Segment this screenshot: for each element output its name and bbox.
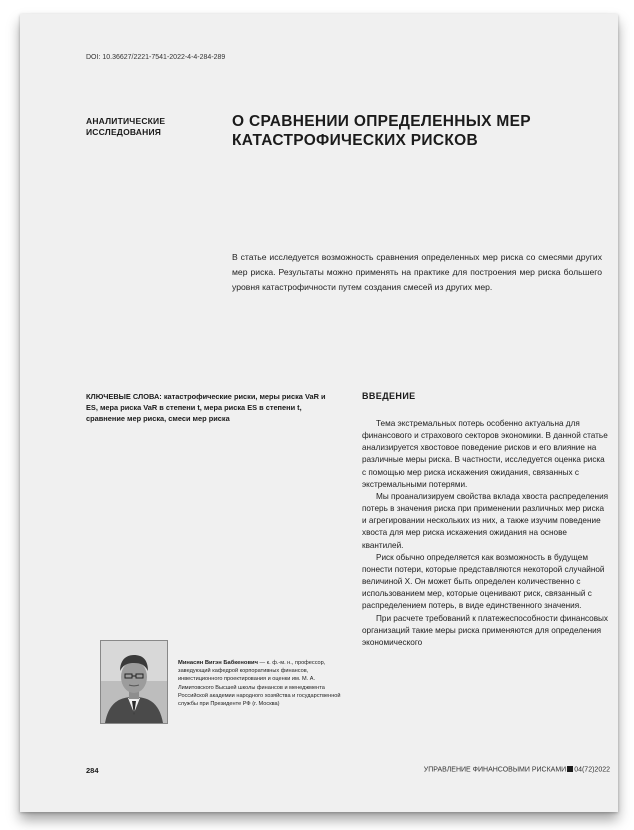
paragraph: Риск обычно определяется как возможность в будущем понести потери, которые представляются некоторой случайной величиной X. Он может быть определен количественно с использованием мер, которые оценивают риск, связанный с распределением потерь, в виде единственного значения. xyxy=(362,552,605,611)
article-title-line-1: О СРАВНЕНИИ ОПРЕДЕЛЕННЫХ МЕР xyxy=(232,113,531,130)
journal-page xyxy=(20,14,618,812)
journal-issue: 04(72)2022 xyxy=(574,766,610,774)
author-info xyxy=(178,659,343,708)
keywords-label: КЛЮЧЕВЫЕ СЛОВА: xyxy=(86,392,162,401)
paragraph: Мы проанализируем свойства вклада хвоста распределения потерь в значения риска при применении различных мер риска и агрегировании нескольких из них, а также изучим поведение хвоста для мер риска искажения ожидания на основе квантилей. xyxy=(362,491,609,550)
introduction-heading: ВВЕДЕНИЕ xyxy=(362,391,416,401)
section-tag-line-2: ИССЛЕДОВАНИЯ xyxy=(86,127,162,137)
paragraph: При расчете требований к платежеспособности финансовых организаций такие меры риска применяются для определения экономического xyxy=(362,613,609,647)
author-photo xyxy=(100,640,168,724)
author-bio: — к. ф.-м. н., профессор, заведующий кафедрой корпоративных финансов, инвестиционного проектирования и оценки им. М. А. Лимитовского Высшей школы финансов и менеджмента Российской академии народного хозяйства и государственной службы при Президенте РФ (г. Москва) xyxy=(178,660,341,708)
author-portrait-image xyxy=(101,641,167,723)
section-tag xyxy=(86,116,196,138)
keywords xyxy=(86,391,326,424)
journal-footer xyxy=(420,766,610,774)
article-title-line-2: КАТАСТРОФИЧЕСКИХ РИСКОВ xyxy=(232,132,478,149)
introduction-body xyxy=(362,418,610,649)
abstract-text: В статье исследуется возможность сравнения определенных мер риска со смесями других мер риска. Результаты можно применять на практике для построения мер риска большего уровня катастрофичности путем создания смесей из других мер. xyxy=(232,252,602,292)
journal-name: УПРАВЛЕНИЕ ФИНАНСОВЫМИ РИСКАМИ xyxy=(423,766,567,774)
author-name: Минасян Вигэн Бабкенович xyxy=(178,660,258,666)
page-number: 284 xyxy=(86,766,99,775)
separator-square-icon xyxy=(567,766,573,772)
section-tag-line-1: АНАЛИТИЧЕСКИЕ xyxy=(86,116,166,126)
article-title xyxy=(232,112,592,150)
doi: DOI: 10.36627/2221-7541-2022-4-4-284-289 xyxy=(86,54,226,61)
keywords-text: катастрофические риски, меры риска VaR и ES, мера риска VaR в степени t, мера риска ES в степени t, сравнение мер риска, смеси мер риска xyxy=(86,392,326,423)
paragraph: Тема экстремальных потерь особенно актуальна для финансового и страхового секторов экономики. В данной статье анализируется хвостовое поведение рисков и его влияние на различные меры риска. В частности, исследуется оценка риска с помощью мер риска искажения ожидания, связанных с экстремальными потерями. xyxy=(362,419,608,489)
abstract xyxy=(232,250,602,295)
